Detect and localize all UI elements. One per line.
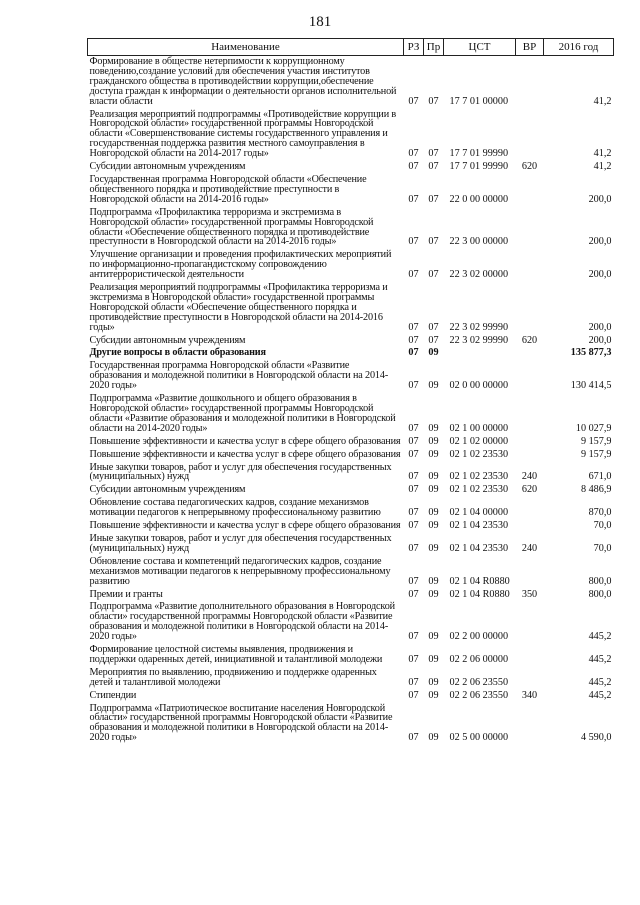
- header-rz: РЗ: [404, 39, 424, 56]
- row-amount: 445,2: [588, 653, 612, 665]
- row-amount: 130 414,5: [570, 380, 612, 392]
- table-row: [88, 533, 614, 556]
- row-vr: [516, 249, 544, 282]
- row-name: Мероприятия по выявлению, продвижению и поддержке одаренных детей и талантливой молодежи: [89, 666, 377, 688]
- row-pr: 07: [428, 95, 439, 107]
- row-name: Улучшение организации и проведения профилактических мероприятий по информационно-пропагандистскому сопровождению антитеррористической деятельности: [89, 249, 392, 281]
- row-name: Премии и гранты: [89, 588, 163, 600]
- row-vr: 240: [521, 542, 538, 554]
- row-rz: 07: [408, 193, 419, 205]
- table-row: [88, 249, 614, 282]
- table-row: [88, 520, 614, 533]
- row-amount: 200,0: [588, 334, 612, 346]
- row-pr: 09: [428, 380, 439, 392]
- table-row: [88, 484, 614, 497]
- row-pr: 09: [428, 676, 439, 688]
- row-pr: 09: [428, 575, 439, 587]
- row-vr: 620: [521, 334, 538, 346]
- row-pr: 07: [428, 193, 439, 205]
- row-cst: 22 3 02 00000: [449, 269, 509, 281]
- row-name: Государственная программа Новгородской области «Развитие образования и молодежной политики в Новгородской области на 2014-2020 годы»: [89, 360, 389, 392]
- row-amount: 200,0: [588, 193, 612, 205]
- row-vr: [516, 644, 544, 667]
- row-amount: 8 486,9: [580, 484, 612, 496]
- header-pr: Пр: [424, 39, 444, 56]
- row-rz: 07: [408, 588, 419, 600]
- row-vr: [516, 393, 544, 436]
- row-cst: 02 2 06 23550: [449, 689, 509, 701]
- row-name: Подпрограмма «Патриотическое воспитание населения Новгородской области» государственной программы Новгородской области «Развитие образования и молодежной политики в Новгородской области на 2014-2020 годы»: [89, 702, 393, 744]
- row-vr: 620: [521, 484, 538, 496]
- row-vr: [516, 282, 544, 335]
- row-cst: 02 2 00 00000: [449, 631, 509, 643]
- row-cst: 22 3 02 99990: [449, 321, 509, 333]
- row-name: Формирование в обществе нетерпимости к коррупционному поведению,создание условий для обеспечения участия институтов гражданского общества в противодействии коррупции,обеспечение доступа граждан к информации о деятельности органов исполнительной власти области: [89, 56, 397, 107]
- row-name: Иные закупки товаров, работ и услуг для обеспечения государственных (муниципальных) нужд: [89, 532, 392, 554]
- row-amount: 9 157,9: [580, 448, 612, 460]
- row-cst: 02 2 06 23550: [449, 676, 509, 688]
- row-cst: 02 1 00 00000: [449, 422, 509, 434]
- row-amount: 41,2: [593, 95, 612, 107]
- row-rz: 07: [408, 542, 419, 554]
- row-name: Государственная программа Новгородской области «Обеспечение общественного порядка и противодействие преступности в Новгородской области на 2014-2016 годы»: [89, 173, 367, 205]
- row-pr: 07: [428, 236, 439, 248]
- row-pr: 07: [428, 148, 439, 160]
- row-cst: 02 1 02 23530: [449, 471, 509, 483]
- row-amount: 200,0: [588, 269, 612, 281]
- table-row: [88, 174, 614, 207]
- row-name: Реализация мероприятий подпрограммы «Противодействие коррупции в Новгородской области» государственной программы Новгородской области «Совершенствование системы государственного управления и государственная поддержка развития местного самоуправления в Новгородской области на 2014-2017 годы»: [89, 108, 397, 160]
- row-cst: 02 1 02 00000: [449, 435, 509, 447]
- table-row: [88, 690, 614, 703]
- table-row: [88, 207, 614, 250]
- row-vr: 350: [521, 588, 538, 600]
- row-amount: 445,2: [588, 689, 612, 701]
- header-name: Наименование: [88, 39, 404, 56]
- row-vr: [516, 360, 544, 393]
- row-amount: 800,0: [588, 575, 612, 587]
- row-cst: 02 5 00 00000: [449, 732, 509, 744]
- row-vr: [516, 56, 544, 109]
- table-row: [88, 56, 614, 109]
- row-name: Повышение эффективности и качества услуг в сфере общего образования: [89, 448, 401, 460]
- row-amount: 10 027,9: [575, 422, 612, 434]
- table-row: [88, 282, 614, 335]
- row-name: Иные закупки товаров, работ и услуг для обеспечения государственных (муниципальных) нужд: [89, 461, 392, 483]
- table-row: [88, 601, 614, 644]
- row-pr: 09: [428, 507, 439, 519]
- row-pr: 09: [428, 653, 439, 665]
- row-amount: 41,2: [593, 148, 612, 160]
- row-name: Формирование целостной системы выявления, продвижения и поддержки одаренных детей, инициативной и талантливой молодежи: [89, 644, 383, 665]
- row-vr: [516, 601, 544, 644]
- table-row: [88, 109, 614, 162]
- row-rz: 07: [408, 380, 419, 392]
- row-rz: 07: [408, 334, 419, 346]
- table-row: [88, 462, 614, 485]
- budget-table: [87, 38, 614, 745]
- row-rz: 07: [408, 507, 419, 519]
- row-name: Другие вопросы в области образования: [89, 347, 266, 359]
- row-pr: 09: [428, 448, 439, 460]
- row-rz: 07: [408, 236, 419, 248]
- row-vr: 240: [521, 471, 538, 483]
- table-row: [88, 497, 614, 520]
- row-amount: 445,2: [588, 676, 612, 688]
- row-vr: [516, 520, 544, 533]
- row-amount: 671,0: [588, 471, 612, 483]
- row-cst: [444, 347, 516, 360]
- row-cst: 02 1 04 00000: [449, 507, 509, 519]
- row-cst: 22 3 00 00000: [449, 236, 509, 248]
- row-cst: 02 2 06 00000: [449, 653, 509, 665]
- row-pr: 09: [428, 732, 439, 744]
- row-rz: 07: [408, 575, 419, 587]
- row-amount: 4 590,0: [580, 732, 612, 744]
- row-vr: [516, 667, 544, 690]
- row-name: Стипендии: [89, 689, 137, 701]
- row-vr: 340: [521, 689, 538, 701]
- row-amount: 70,0: [593, 520, 612, 532]
- row-rz: 07: [408, 471, 419, 483]
- row-cst: 17 7 01 99990: [449, 161, 509, 173]
- row-vr: [516, 174, 544, 207]
- row-name: Подпрограмма «Развитие дошкольного и общего образования в Новгородской области» государственной программы Новгородской области «Развитие образования и молодежной политики в Новгородской области на 2014-2020 годы»: [89, 393, 396, 434]
- row-amount: 200,0: [588, 236, 612, 248]
- row-amount: 800,0: [588, 588, 612, 600]
- row-name: Реализация мероприятий подпрограммы «Профилактика терроризма и экстремизма в Новгородской области» государственной программы Новгородской области «Обеспечение общественного порядка и противодействие преступности в Новгородской области на 2014-2016 годы»: [89, 282, 388, 333]
- row-vr: [516, 109, 544, 162]
- row-vr: [516, 436, 544, 449]
- row-rz: 07: [408, 689, 419, 701]
- row-cst: 02 1 04 23530: [449, 520, 509, 532]
- row-pr: 09: [428, 588, 439, 600]
- row-rz: 07: [408, 148, 419, 160]
- row-rz: 07: [408, 269, 419, 281]
- row-pr: 07: [428, 269, 439, 281]
- row-name: Субсидии автономным учреждениям: [89, 484, 246, 496]
- row-name: Обновление состава и компетенций педагогических кадров, создание механизмов мотивации педагогов к непрерывному профессиональному развитию: [89, 555, 391, 587]
- row-pr: 09: [428, 484, 439, 496]
- row-rz: 07: [408, 484, 419, 496]
- row-vr: [516, 207, 544, 250]
- row-amount: 9 157,9: [580, 435, 612, 447]
- page-number: 181: [308, 14, 332, 30]
- row-amount: 135 877,3: [570, 347, 612, 359]
- row-pr: 07: [428, 334, 439, 346]
- row-amount: 200,0: [588, 321, 612, 333]
- header-vr: ВР: [516, 39, 544, 56]
- row-name: Субсидии автономным учреждениям: [89, 161, 246, 173]
- table-row: [88, 644, 614, 667]
- row-vr: [516, 703, 544, 746]
- row-vr: 620: [521, 161, 538, 173]
- row-cst: 02 1 04 23530: [449, 542, 509, 554]
- row-name: Субсидии автономным учреждениям: [89, 334, 246, 346]
- row-name: Подпрограмма «Профилактика терроризма и экстремизма в Новгородской области» государственной программы Новгородской области «Обеспечение общественного порядка и противодействие преступности в Новгородской области на 2014-2016 годы»: [89, 206, 374, 248]
- row-rz: 07: [408, 520, 419, 532]
- row-rz: 07: [408, 676, 419, 688]
- row-amount: 445,2: [588, 631, 612, 643]
- table-row: [88, 667, 614, 690]
- row-amount: 70,0: [593, 542, 612, 554]
- row-vr: [516, 497, 544, 520]
- row-vr: [516, 347, 544, 360]
- table-row: [88, 589, 614, 602]
- row-rz: 07: [408, 321, 419, 333]
- row-cst: 17 7 01 00000: [449, 95, 509, 107]
- row-rz: 07: [408, 448, 419, 460]
- row-rz: 07: [408, 653, 419, 665]
- row-rz: 07: [408, 95, 419, 107]
- row-vr: [516, 449, 544, 462]
- row-rz: 07: [408, 732, 419, 744]
- table-row: [88, 335, 614, 348]
- row-pr: 09: [428, 422, 439, 434]
- row-amount: 870,0: [588, 507, 612, 519]
- row-pr: 09: [428, 542, 439, 554]
- table-row: [88, 347, 614, 360]
- row-cst: 02 1 02 23530: [449, 484, 509, 496]
- row-name: Повышение эффективности и качества услуг в сфере общего образования: [89, 520, 401, 532]
- row-cst: 02 1 04 R0880: [449, 575, 510, 587]
- row-name: Подпрограмма «Развитие дополнительного образования в Новгородской области» государственной программы Новгородской области «Развитие образования и молодежной политики в Новгородской области на 2014-2020 годы»: [89, 601, 395, 643]
- header-year: 2016 год: [544, 39, 614, 56]
- table-row: [88, 449, 614, 462]
- row-cst: 22 0 00 00000: [449, 193, 509, 205]
- table-row: [88, 360, 614, 393]
- row-name: Обновление состава педагогических кадров, создание механизмов мотивации педагогов к непрерывному профессиональному развитию: [89, 497, 381, 519]
- row-pr: 09: [428, 689, 439, 701]
- row-cst: 02 0 00 00000: [449, 380, 509, 392]
- header-cst: ЦСТ: [444, 39, 516, 56]
- row-pr: 09: [428, 520, 439, 532]
- row-vr: [516, 556, 544, 589]
- row-rz: 07: [408, 435, 419, 447]
- row-cst: 02 1 02 23530: [449, 448, 509, 460]
- row-amount: 41,2: [593, 161, 612, 173]
- row-pr: 09: [428, 631, 439, 643]
- row-pr: 07: [428, 321, 439, 333]
- row-cst: 22 3 02 99990: [449, 334, 509, 346]
- row-rz: 07: [408, 347, 419, 359]
- table-row: [88, 703, 614, 746]
- table-row: [88, 393, 614, 436]
- table-row: [88, 161, 614, 174]
- row-name: Повышение эффективности и качества услуг в сфере общего образования: [89, 435, 401, 447]
- table-row: [88, 556, 614, 589]
- row-pr: 09: [428, 471, 439, 483]
- row-rz: 07: [408, 161, 419, 173]
- table-row: [88, 436, 614, 449]
- table-header: [88, 39, 614, 56]
- row-cst: 17 7 01 99990: [449, 148, 509, 160]
- row-pr: 09: [428, 435, 439, 447]
- row-cst: 02 1 04 R0880: [449, 588, 510, 600]
- row-rz: 07: [408, 631, 419, 643]
- row-rz: 07: [408, 422, 419, 434]
- row-pr: 09: [428, 347, 439, 359]
- row-pr: 07: [428, 161, 439, 173]
